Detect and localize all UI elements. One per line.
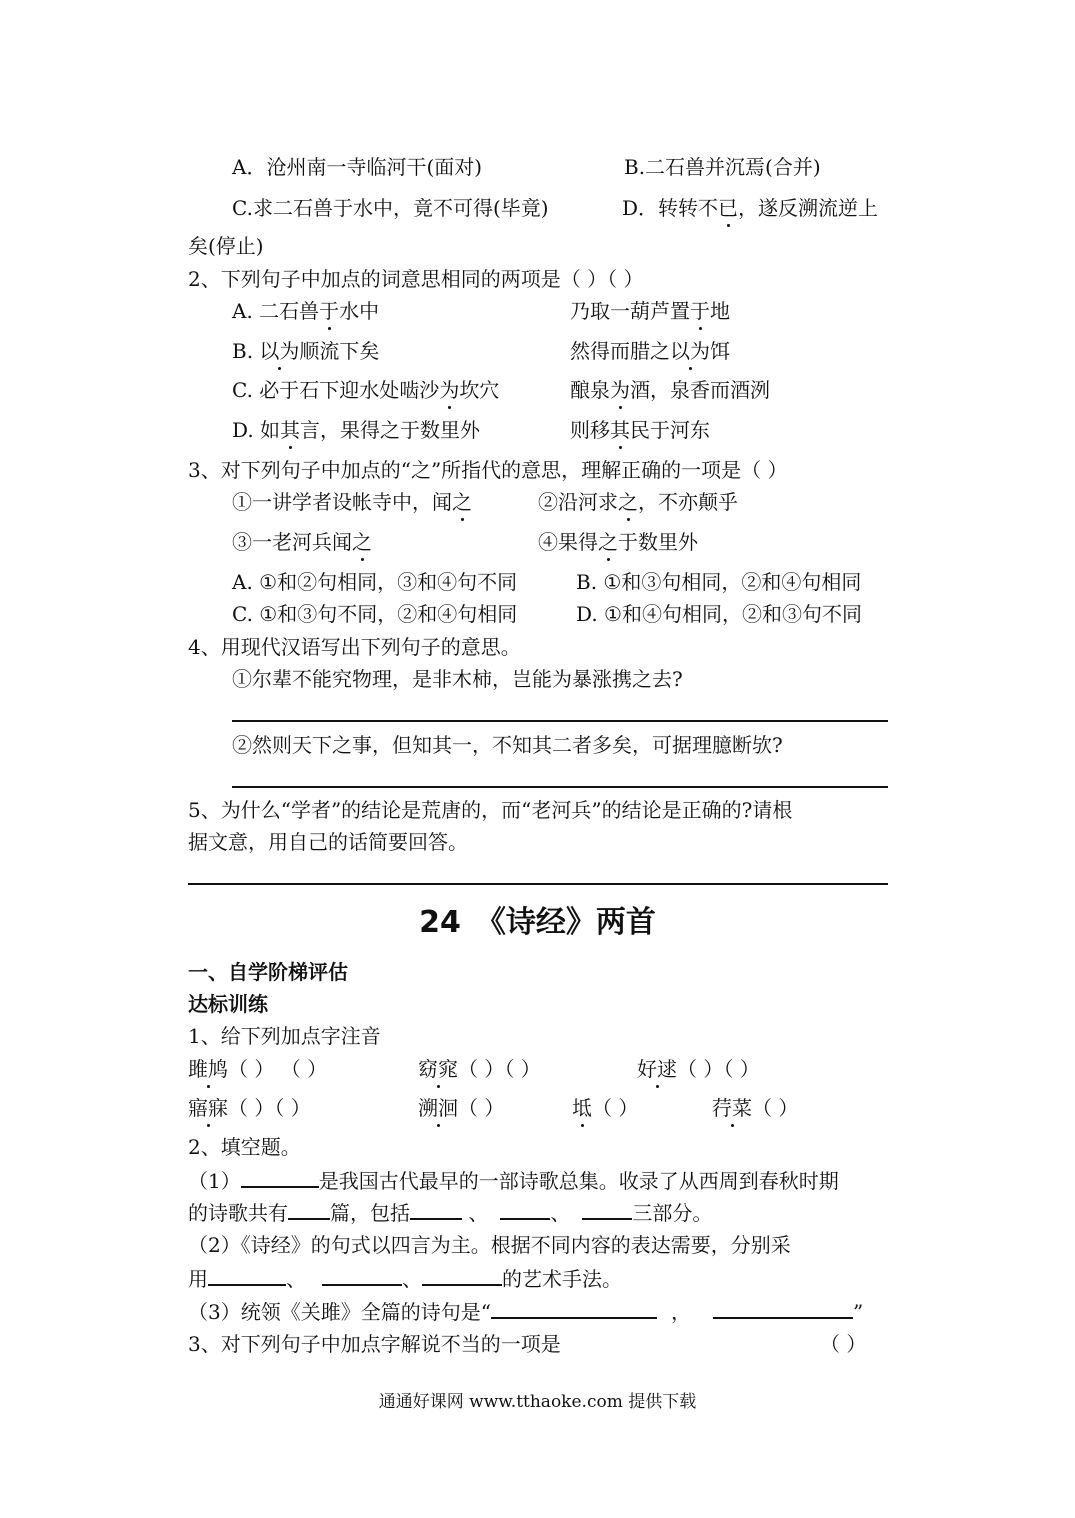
- p1-word-7: 荇菜（ ）: [712, 1096, 799, 1120]
- q3-stem: 3、对下列句子中加点的“之”所指代的意思，理解正确的一项是（ ）: [188, 458, 788, 482]
- blank[interactable]: [500, 1200, 550, 1220]
- q2-c2: 酿泉为酒，泉香而酒洌: [570, 378, 770, 402]
- q3-s3: ③一老河兵闻之: [232, 530, 372, 554]
- blank[interactable]: [208, 1266, 286, 1286]
- p2-line-4: 用 、 、 的艺术手法。: [188, 1267, 622, 1291]
- p2-stem: 2、填空题。: [188, 1135, 301, 1159]
- lesson-title: 24 《诗经》两首: [419, 905, 656, 940]
- section-heading: 一、自学阶梯评估: [188, 960, 348, 984]
- q2-stem: 2、下列句子中加点的词意思相同的两项是（ ）（ ）: [188, 267, 644, 291]
- q4-sentence-1: ①尔辈不能究物理，是非木柿，岂能为暴涨携之去?: [232, 667, 683, 691]
- q2-c1: C. 必于石下迎水处啮沙为坎穴: [232, 378, 500, 402]
- blank[interactable]: [422, 1266, 502, 1286]
- q1-option-a: A．沧州南一寺临河干(面对): [232, 155, 483, 179]
- p2-line-5: （3）统领《关雎》全篇的诗句是“ ， ”: [188, 1300, 864, 1324]
- blank[interactable]: [582, 1200, 632, 1220]
- q4-answer-line-2: [232, 786, 888, 788]
- p1-word-3: 好逑（ ）（ ）: [637, 1057, 760, 1081]
- p1-word-2: 窈窕（ ）（ ）: [418, 1057, 541, 1081]
- page-footer: 通通好课网 www.tthaoke.com 提供下载: [378, 1392, 697, 1412]
- q1-option-d: D．转转不已，遂反溯流逆上: [622, 196, 879, 220]
- q2-b2: 然得而腊之以为饵: [570, 339, 730, 363]
- p1-word-6: 坻（ ）: [572, 1096, 639, 1120]
- blank[interactable]: [288, 1200, 330, 1220]
- blank[interactable]: [713, 1299, 853, 1319]
- sub-heading: 达标训练: [188, 992, 268, 1016]
- q2-d1: D. 如其言，果得之于数里外: [232, 418, 481, 442]
- blank[interactable]: [410, 1200, 462, 1220]
- q5-line-1: 5、为什么“学者”的结论是荒唐的，而“老河兵”的结论是正确的?请根: [188, 798, 793, 822]
- p3-answer-paren: （ ）: [820, 1332, 867, 1356]
- q1-option-b: B.二石兽并沉焉(合并): [624, 155, 821, 179]
- blank[interactable]: [241, 1168, 319, 1188]
- q3-s4: ④果得之于数里外: [538, 530, 698, 554]
- p2-line-3: （2）《诗经》的句式以四言为主。根据不同内容的表达需要，分别采: [188, 1233, 791, 1257]
- q4-stem: 4、用现代汉语写出下列句子的意思。: [188, 635, 521, 659]
- q1-option-d-cont: 矣(停止): [188, 234, 264, 258]
- p1-word-5: 溯洄（ ）: [418, 1096, 505, 1120]
- p1-word-1: 雎鸠（ ） （ ）: [188, 1057, 328, 1081]
- q3-option-c: C. ①和③句不同，②和④句相同: [232, 602, 518, 626]
- q2-a1: A. 二石兽于水中: [232, 299, 380, 323]
- q5-line-2: 据文意，用自己的话简要回答。: [188, 830, 468, 854]
- q2-b1: B. 以为顺流下矣: [232, 339, 380, 363]
- q3-option-d: D. ①和④句相同，②和③句不同: [576, 602, 862, 626]
- q3-s1: ①一讲学者设帐寺中，闻之: [232, 490, 472, 514]
- q4-answer-line-1: [232, 720, 888, 722]
- q4-sentence-2: ②然则天下之事，但知其一，不知其二者多矣，可据理臆断欤?: [232, 733, 783, 757]
- section-divider: [188, 883, 888, 885]
- q3-option-b: B. ①和③句相同，②和④句相同: [576, 570, 862, 594]
- q1-option-c: C.求二石兽于水中，竟不可得(毕竟): [232, 196, 549, 220]
- p2-line-1: （1） 是我国古代最早的一部诗歌总集。收录了从西周到春秋时期: [188, 1169, 839, 1193]
- p2-line-2: 的诗歌共有 篇，包括 、 、 三部分。: [188, 1201, 713, 1225]
- q2-d2: 则移其民于河东: [570, 418, 710, 442]
- p1-word-4: 寤寐（ ）（ ）: [188, 1096, 311, 1120]
- q2-a2: 乃取一葫芦置于地: [570, 299, 730, 323]
- p3-stem: 3、对下列句子中加点字解说不当的一项是: [188, 1332, 561, 1356]
- blank[interactable]: [491, 1299, 657, 1319]
- q3-s2: ②沿河求之，不亦颠乎: [538, 490, 738, 514]
- blank[interactable]: [322, 1266, 402, 1286]
- p1-stem: 1、给下列加点字注音: [188, 1024, 381, 1048]
- q3-option-a: A. ①和②句相同，③和④句不同: [232, 570, 518, 594]
